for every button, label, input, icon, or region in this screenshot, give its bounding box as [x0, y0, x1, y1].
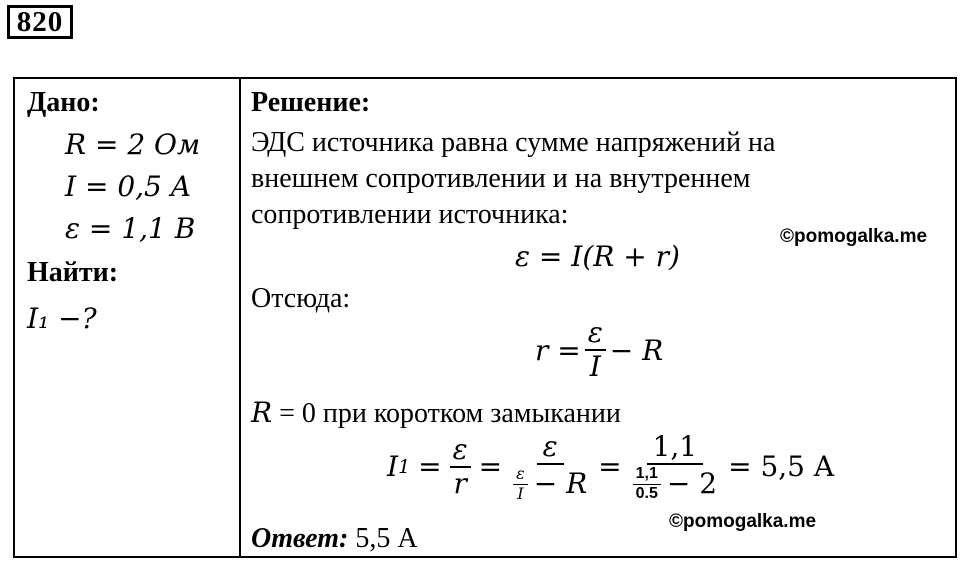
f3-eq-2: =: [478, 450, 503, 484]
f3-frac3-den: [630, 465, 720, 503]
given-header: Дано:: [27, 87, 100, 118]
given-resistance: R = 2 Ом: [65, 128, 201, 161]
find-header: Найти:: [27, 257, 119, 288]
answer-value: 5,5 A: [355, 523, 418, 554]
formula-short-circuit-current: [387, 431, 834, 503]
answer-label: Ответ:: [251, 523, 349, 554]
f3-frac2-num: ε: [537, 431, 564, 465]
given-current: I = 0,5 A: [65, 170, 191, 203]
f2-numerator: ε: [585, 317, 606, 351]
f2-denominator: I: [589, 350, 601, 384]
formula-internal-resistance: [535, 317, 663, 383]
solution-text-line-1: ЭДС источника равна сумме напряжений на: [251, 127, 776, 158]
f3-eq-3: =: [598, 450, 622, 484]
answer-line: [251, 523, 418, 555]
watermark-bottom: ©pomogalka.me: [669, 511, 817, 532]
given-emf: ε = 1,1 B: [65, 212, 196, 245]
solution-header: Решение:: [251, 87, 371, 118]
solution-table: [13, 77, 957, 558]
f2-fraction: [585, 317, 606, 383]
f3-eq-1: =: [418, 450, 442, 484]
f3-fraction-2: [510, 431, 590, 503]
f3-inner-fraction: [513, 465, 528, 503]
f3-frac2-den: [510, 465, 590, 503]
f3-inner-num: ε: [513, 465, 528, 484]
f3-frac1-den: r: [453, 466, 467, 500]
solution-text-hence: Отсюда:: [251, 283, 351, 314]
f3-result: = 5,5 A: [728, 450, 835, 484]
f3-frac3-num: 1,1: [647, 431, 704, 465]
solution-short-circuit-line: [251, 397, 621, 430]
column-divider: [239, 79, 241, 556]
find-item: I₁ −?: [27, 302, 97, 335]
f3-lhs-sub: 1: [398, 455, 411, 478]
problem-number: 820: [7, 5, 73, 39]
f3-inner2-fraction: [633, 465, 661, 503]
formula-emf: ε = I(R + r): [515, 240, 680, 273]
f3-inner2-num: 1,1: [633, 465, 661, 484]
short-circuit-var: R: [251, 396, 273, 429]
f3-lhs-var: I: [387, 450, 399, 484]
f3-frac1-num: ε: [450, 434, 471, 468]
f3-fraction-3: [630, 431, 720, 503]
f3-fraction-1: [450, 434, 471, 500]
f2-tail: − R: [609, 333, 664, 367]
watermark-top: ©pomogalka.me: [780, 226, 928, 247]
f3-lhs: [387, 450, 410, 483]
f3-inner-tail: − R: [533, 466, 588, 500]
solution-text-line-2: внешнем сопротивлении и на внутреннем: [251, 163, 751, 194]
f3-inner-den: I: [517, 483, 524, 503]
f3-inner2-den: 0.5: [635, 484, 658, 502]
f3-inner2-tail: − 2: [666, 466, 718, 500]
f2-lhs: r =: [535, 333, 581, 367]
short-circuit-text: = 0 при коротком замыкании: [279, 398, 621, 429]
solution-text-line-3: сопротивлении источника:: [251, 199, 569, 230]
